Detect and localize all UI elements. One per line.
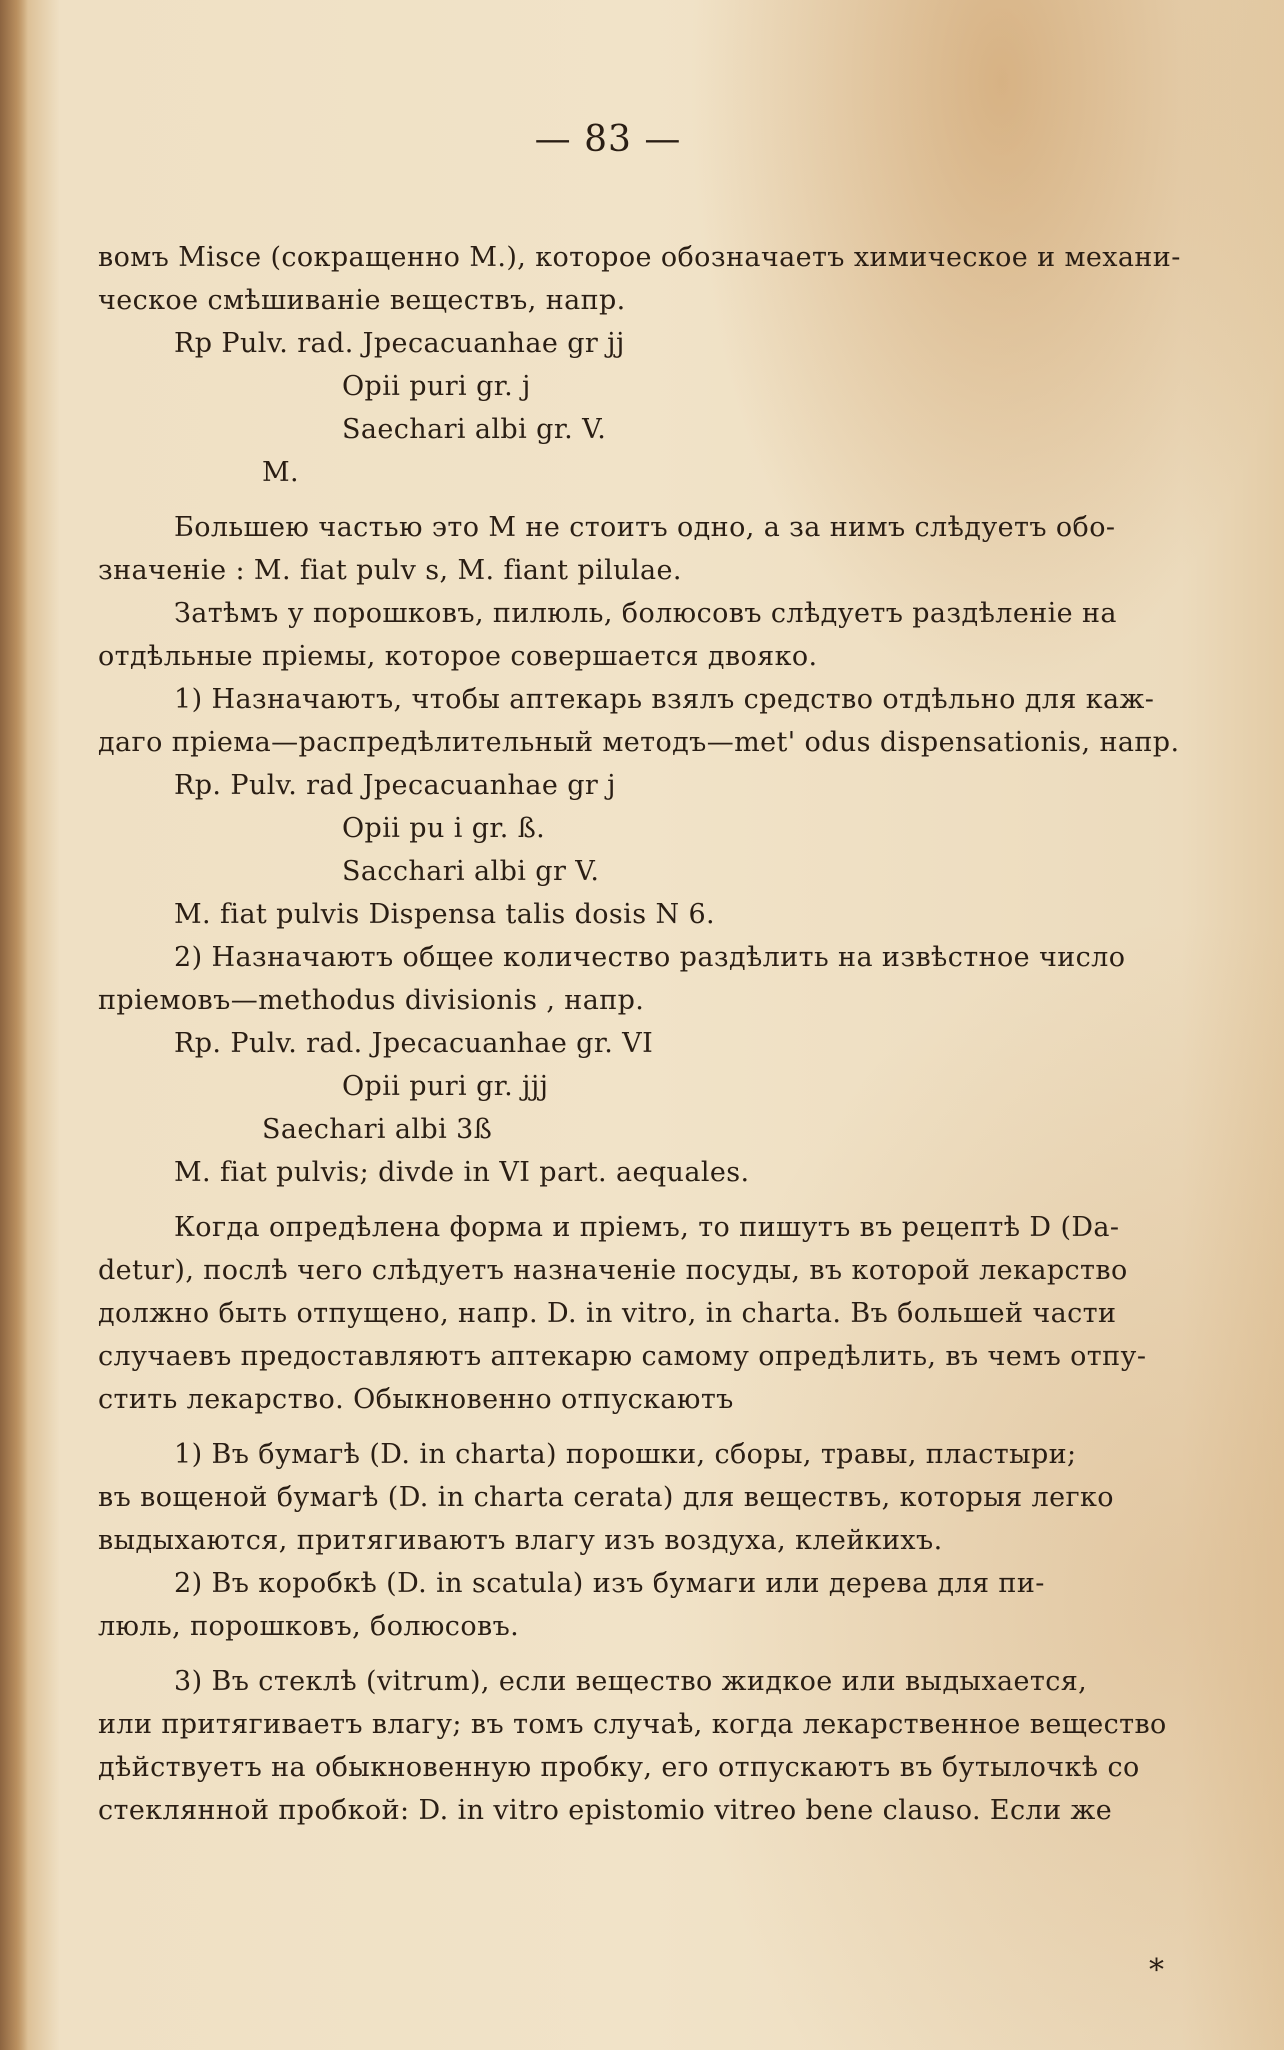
text-line: стеклянной пробкой: D. in vitro epistomio vitreo bene clauso. Если же [98, 1795, 1113, 1826]
prescription-line: Rp. Pulv. rad. Jpecacuanhae gr. VI [174, 1028, 654, 1059]
text-line: ческое смѣшиваніе веществъ, напр. [98, 285, 626, 316]
page-number: — 83 — [534, 119, 682, 160]
paragraph-start: Большею частью это М не стоитъ одно, а за нимъ слѣдуетъ обо- [174, 512, 1116, 543]
prescription-ingredient: Opii puri gr. j [342, 371, 531, 402]
text-line: отдѣльные пріемы, которое совершается двояко. [98, 641, 818, 672]
text-line: даго пріема—распредѣлительный методъ—met' odus dispensationis, напр. [98, 727, 1180, 758]
text-line: должно быть отпущено, напр. D. in vitro, in charta. Въ большей части [98, 1298, 1117, 1329]
paragraph-start: 1) Въ бумагѣ (D. in charta) порошки, сборы, травы, пластыри; [174, 1439, 1077, 1470]
text-line: вомъ Misce (сокращенно М.), которое обозначаетъ химическое и механи- [98, 242, 1181, 273]
page-binding-shadow [0, 0, 28, 2050]
prescription-ingredient: Saechari albi gr. V. [342, 414, 607, 445]
paragraph-start: 1) Назначаютъ, чтобы аптекарь взялъ средство отдѣльно для каж- [174, 684, 1155, 715]
text-line: пріемовъ—methodus divisionis , напр. [98, 985, 645, 1016]
paragraph-start: Когда опредѣлена форма и пріемъ, то пишутъ въ рецептѣ D (Da- [174, 1212, 1120, 1243]
spacer [98, 494, 1208, 506]
text-line: detur), послѣ чего слѣдуетъ назначеніе посуды, въ которой лекарство [98, 1255, 1128, 1286]
paragraph-start: 3) Въ стеклѣ (vitrum), если вещество жидкое или выдыхается, [174, 1666, 1088, 1697]
text-line: люль, порошковъ, болюсовъ. [98, 1611, 520, 1642]
spacer [98, 1648, 1208, 1660]
paragraph-start: 2) Въ коробкѣ (D. in scatula) изъ бумаги или дерева для пи- [174, 1568, 1045, 1599]
paragraph-start: Затѣмъ у порошковъ, пилюль, болюсовъ слѣдуетъ раздѣленіе на [174, 598, 1117, 629]
text-line: значеніе : М. fiat pulv s, M. fiant pilulae. [98, 555, 682, 586]
prescription-line: M. fiat pulvis; divde in VI part. aequales. [174, 1157, 750, 1188]
text-line: выдыхаются, притягиваютъ влагу изъ воздуха, клейкихъ. [98, 1525, 943, 1556]
paragraph-start: 2) Назначаютъ общее количество раздѣлить на извѣстное число [174, 942, 1126, 973]
prescription-ingredient: Opii pu i gr. ß. [342, 813, 546, 844]
prescription-misce: M. [262, 457, 300, 488]
spacer [98, 1421, 1208, 1433]
prescription-ingredient: Opii puri gr. jjj [342, 1071, 549, 1102]
prescription-ingredient: Sacchari albi gr V. [342, 856, 600, 887]
text-line: или притягиваетъ влагу; въ томъ случаѣ, когда лекарственное вещество [98, 1709, 1167, 1740]
text-line: стить лекарство. Обыкновенно отпускаютъ [98, 1384, 734, 1415]
prescription-line: Rp. Pulv. rad Jpecacuanhae gr j [174, 770, 616, 801]
prescription-line: M. fiat pulvis Dispensa talis dosis N 6. [174, 899, 716, 930]
prescription-ingredient: Saechari albi 3ß [262, 1114, 493, 1145]
spacer [98, 1194, 1208, 1206]
text-line: въ вощеной бумагѣ (D. in charta cerata) для веществъ, которыя легко [98, 1482, 1114, 1513]
text-line: случаевъ предоставляютъ аптекарю самому опредѣлить, въ чемъ отпу- [98, 1341, 1147, 1372]
page-text-block [98, 120, 1208, 1832]
prescription-line: Rp Pulv. rad. Jpecacuanhae gr jj [174, 328, 625, 359]
text-line: дѣйствуетъ на обыкновенную пробку, его отпускаютъ въ бутылочкѣ со [98, 1752, 1140, 1783]
footer-asterisk: * [1149, 1953, 1164, 1988]
